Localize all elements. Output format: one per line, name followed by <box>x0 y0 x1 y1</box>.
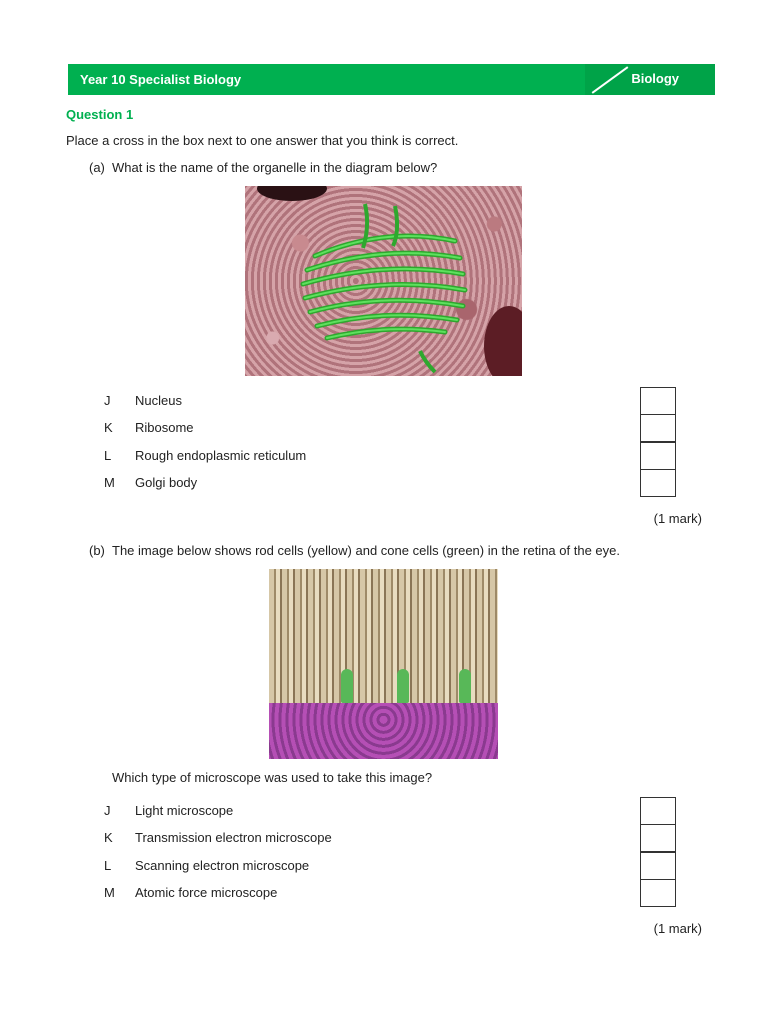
header-title: Year 10 Specialist Biology <box>80 72 242 87</box>
option-letter: J <box>104 803 111 818</box>
option-letter: M <box>104 475 115 490</box>
retina-cell-layer <box>269 703 498 759</box>
option-text: Nucleus <box>135 393 182 408</box>
question-instruction: Place a cross in the box next to one answer that you think is correct. <box>66 133 459 148</box>
option-letter: K <box>104 420 113 435</box>
header-subject: Biology <box>631 71 679 86</box>
retina-micrograph <box>269 569 498 759</box>
mark-allocation: (1 mark) <box>653 921 702 936</box>
option-letter: L <box>104 858 112 873</box>
option-letter: J <box>104 393 111 408</box>
answer-checkbox[interactable] <box>640 852 676 880</box>
part-a-text: What is the name of the organelle in the diagram below? <box>112 160 438 175</box>
answer-checkbox[interactable] <box>640 442 676 470</box>
part-b-label: (b) <box>89 543 105 558</box>
option-text: Ribosome <box>135 420 194 435</box>
cone-cell <box>341 669 353 703</box>
cone-cell <box>459 669 471 703</box>
option-letter: M <box>104 885 115 900</box>
answer-checkbox[interactable] <box>640 797 676 825</box>
question-title: Question 1 <box>66 107 134 122</box>
answer-checkbox[interactable] <box>640 387 676 415</box>
part-b-prompt: Which type of microscope was used to take this image? <box>112 770 433 785</box>
option-text: Light microscope <box>135 803 234 818</box>
option-text: Transmission electron microscope <box>135 830 332 845</box>
golgi-stack-illustration <box>245 186 522 376</box>
option-letter: L <box>104 448 112 463</box>
answer-checkbox[interactable] <box>640 824 676 852</box>
part-a-label: (a) <box>89 160 105 175</box>
answer-checkbox[interactable] <box>640 414 676 442</box>
cone-cell <box>397 669 409 703</box>
option-text: Scanning electron microscope <box>135 858 310 873</box>
answer-checkbox[interactable] <box>640 469 676 497</box>
part-b-text: The image below shows rod cells (yellow) and cone cells (green) in the retina of the eye. <box>112 543 620 558</box>
mark-allocation: (1 mark) <box>653 511 702 526</box>
option-text: Rough endoplasmic reticulum <box>135 448 307 463</box>
golgi-body-micrograph <box>245 186 522 376</box>
header-bar <box>68 64 715 95</box>
option-text: Golgi body <box>135 475 198 490</box>
answer-checkbox[interactable] <box>640 879 676 907</box>
option-letter: K <box>104 830 113 845</box>
option-text: Atomic force microscope <box>135 885 278 900</box>
